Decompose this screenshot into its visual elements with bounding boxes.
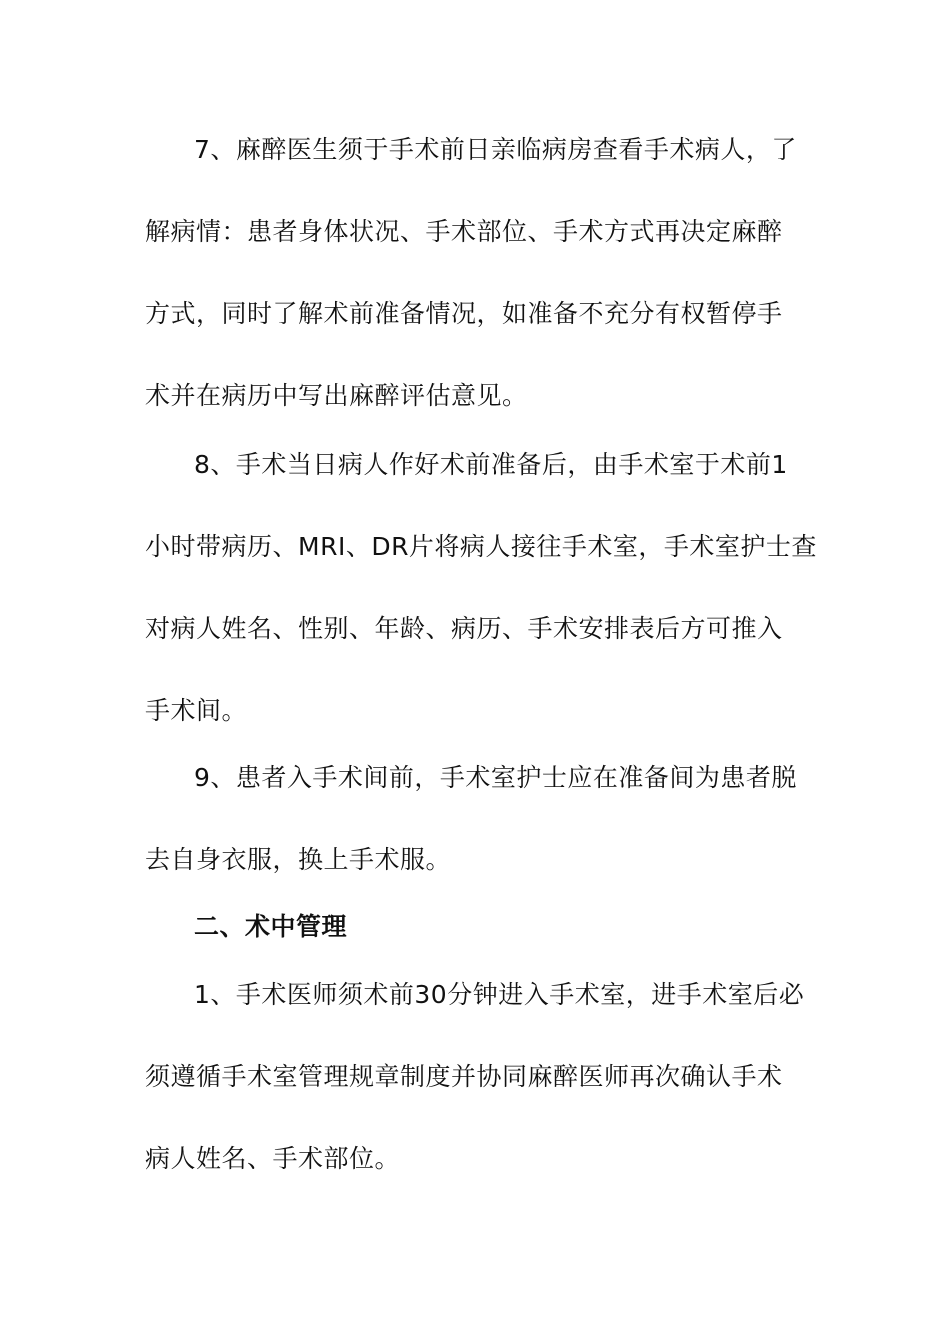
section-item-1-line-2: 须遵循手术室管理规章制度并协同麻醉医师再次确认手术 — [145, 1062, 783, 1091]
item-8-line-4: 手术间。 — [145, 696, 248, 725]
item-7-line-2: 解病情：患者身体状况、手术部位、手术方式再决定麻醉 — [145, 217, 783, 246]
item-7-line-3: 方式，同时了解术前准备情况，如准备不充分有权暂停手 — [145, 299, 783, 328]
item-9-line-1: 9、患者入手术间前，手术室护士应在准备间为患者脱 — [194, 763, 797, 792]
section-item-1-line-3: 病人姓名、手术部位。 — [145, 1144, 401, 1173]
item-9-line-2: 去自身衣服，换上手术服。 — [145, 845, 452, 874]
item-7-line-1: 7、麻醉医生须于手术前日亲临病房查看手术病人，了 — [194, 135, 797, 164]
item-8-line-1: 8、手术当日病人作好术前准备后，由手术室于术前1 — [194, 450, 788, 479]
section-item-1-line-1: 1、手术医师须术前30分钟进入手术室，进手术室后必 — [194, 980, 805, 1009]
section-heading: 二、术中管理 — [194, 912, 348, 941]
item-7-line-4: 术并在病历中写出麻醉评估意见。 — [145, 381, 528, 410]
item-8-line-2: 小时带病历、MRI、DR片将病人接往手术室，手术室护士查 — [145, 532, 817, 561]
item-8-line-3: 对病人姓名、性别、年龄、病历、手术安排表后方可推入 — [145, 614, 783, 643]
